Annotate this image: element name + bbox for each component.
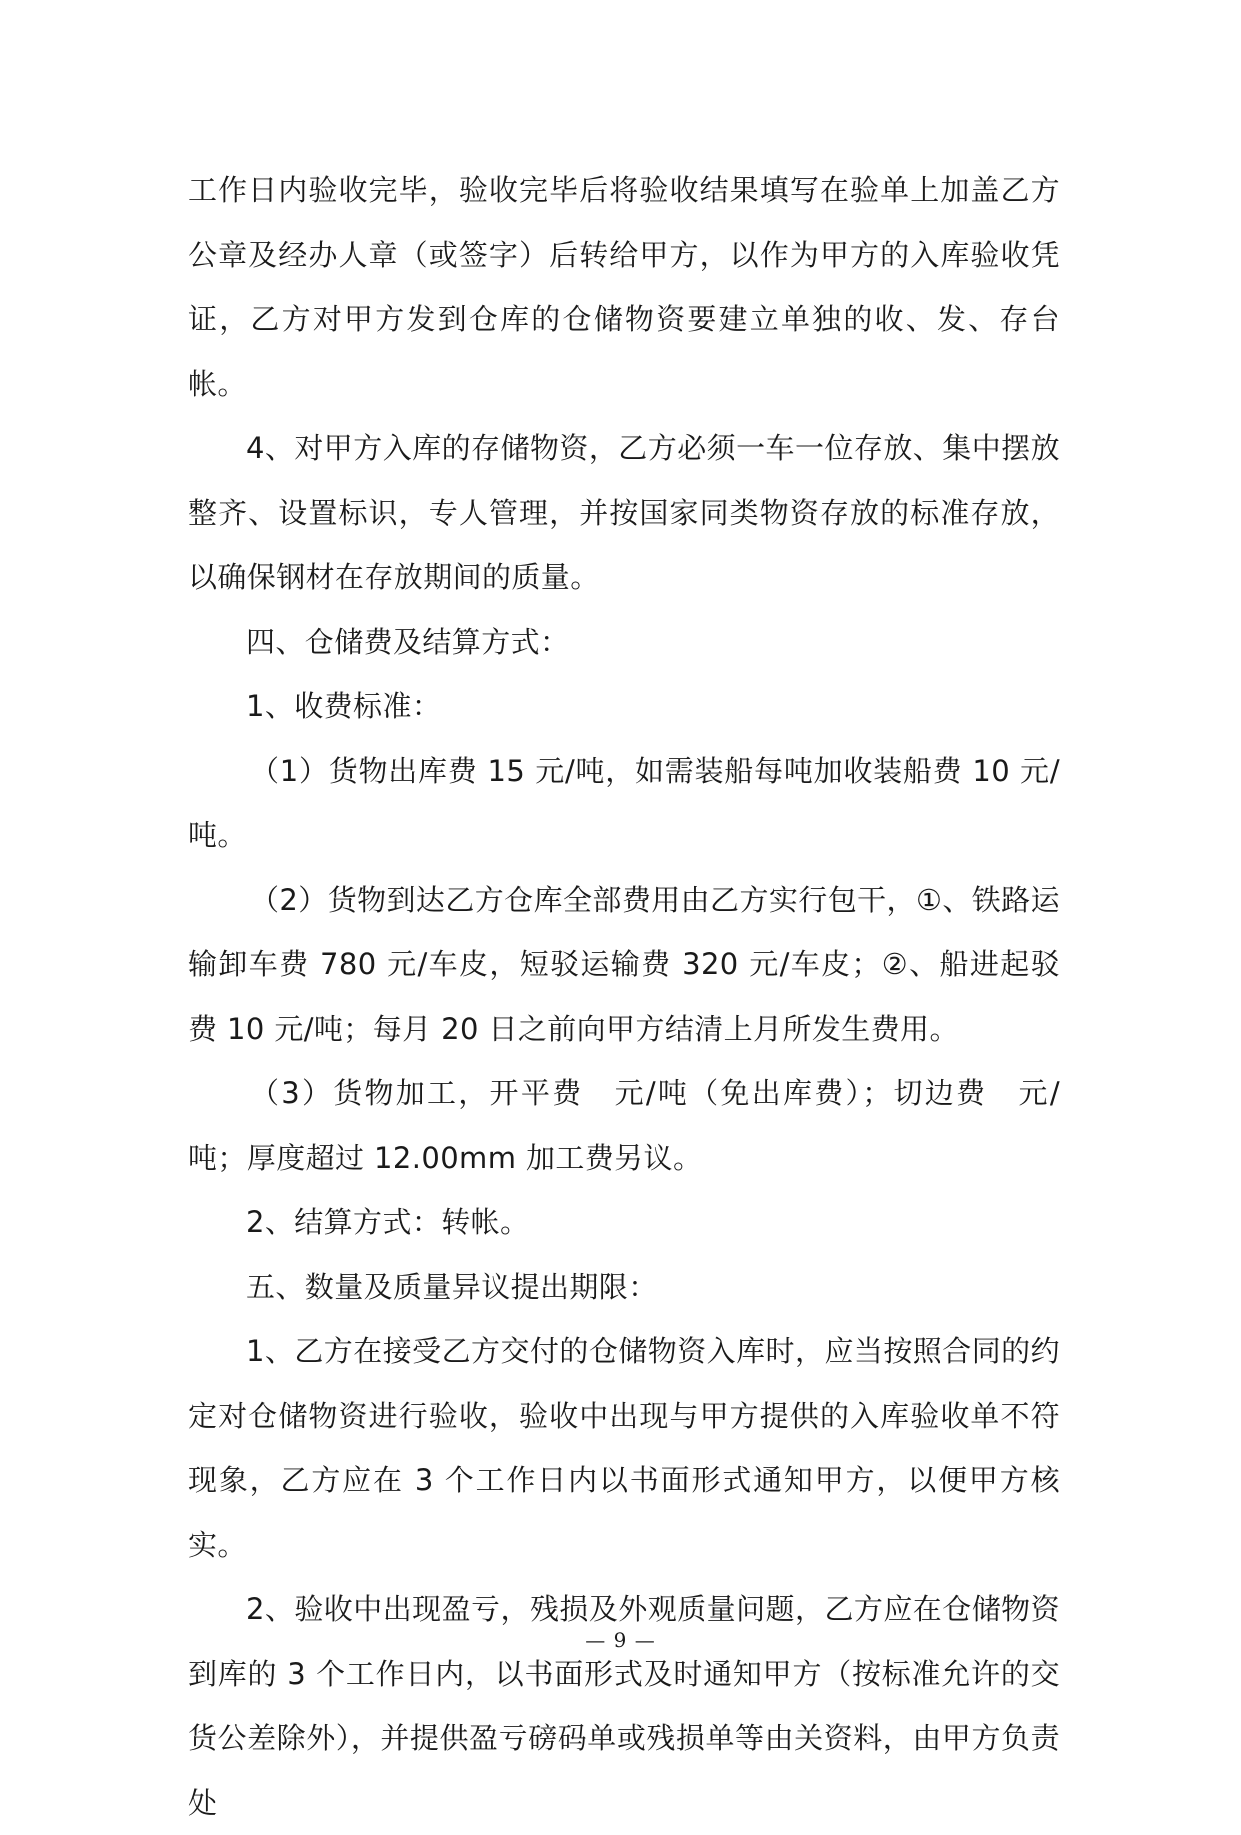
section-heading-fees: 四、仓储费及结算方式：: [246, 624, 570, 659]
paragraph-fee-item-3: （3）货物加工，开平费 元/吨（免出库费）；切边费 元/吨；厚度超过 12.00mm 加工费另议。: [188, 1076, 1060, 1175]
page-number: — 9 —: [585, 1628, 656, 1652]
paragraph-storage-clause-4: 4、对甲方入库的存储物资，乙方必须一车一位存放、集中摆放整齐、设置标识，专人管理，并按国家同类物资存放的标准存放，以确保钢材在存放期间的质量。: [188, 431, 1060, 594]
paragraph-acceptance-continued: 工作日内验收完毕，验收完毕后将验收结果填写在验单上加盖乙方公章及经办人章（或签字）后转给甲方，以作为甲方的入库验收凭证，乙方对甲方发到仓库的仓储物资要建立单独的收、发、存台帐。: [188, 173, 1060, 401]
paragraph-objection-2: 2、验收中出现盈亏，残损及外观质量问题，乙方应在仓储物资到库的 3 个工作日内，以书面形式及时通知甲方（按标准允许的交货公差除外），并提供盈亏磅码单或残损单等由关资料，由甲方负责处: [188, 1592, 1060, 1820]
paragraph-fee-item-1: （1）货物出库费 15 元/吨，如需装船每吨加收装船费 10 元/吨。: [188, 753, 1060, 852]
document-body: [188, 158, 1060, 1835]
paragraph-fee-item-2: （2）货物到达乙方仓库全部费用由乙方实行包干，①、铁路运输卸车费 780 元/车皮，短驳运输费 320 元/车皮；②、船进起驳费 10 元/吨；每月 20 日之前向甲方结清上月所发生费用。: [188, 882, 1060, 1046]
subheading-fee-standard: 1、收费标准：: [246, 689, 442, 723]
paragraph-objection-1: 1、乙方在接受乙方交付的仓储物资入库时，应当按照合同的约定对仓储物资进行验收，验收中出现与甲方提供的入库验收单不符现象，乙方应在 3 个工作日内以书面形式通知甲方，以便甲方核实。: [188, 1334, 1060, 1562]
subheading-settlement: 2、结算方式：转帐。: [246, 1205, 530, 1239]
section-heading-objections: 五、数量及质量异议提出期限：: [246, 1269, 658, 1304]
